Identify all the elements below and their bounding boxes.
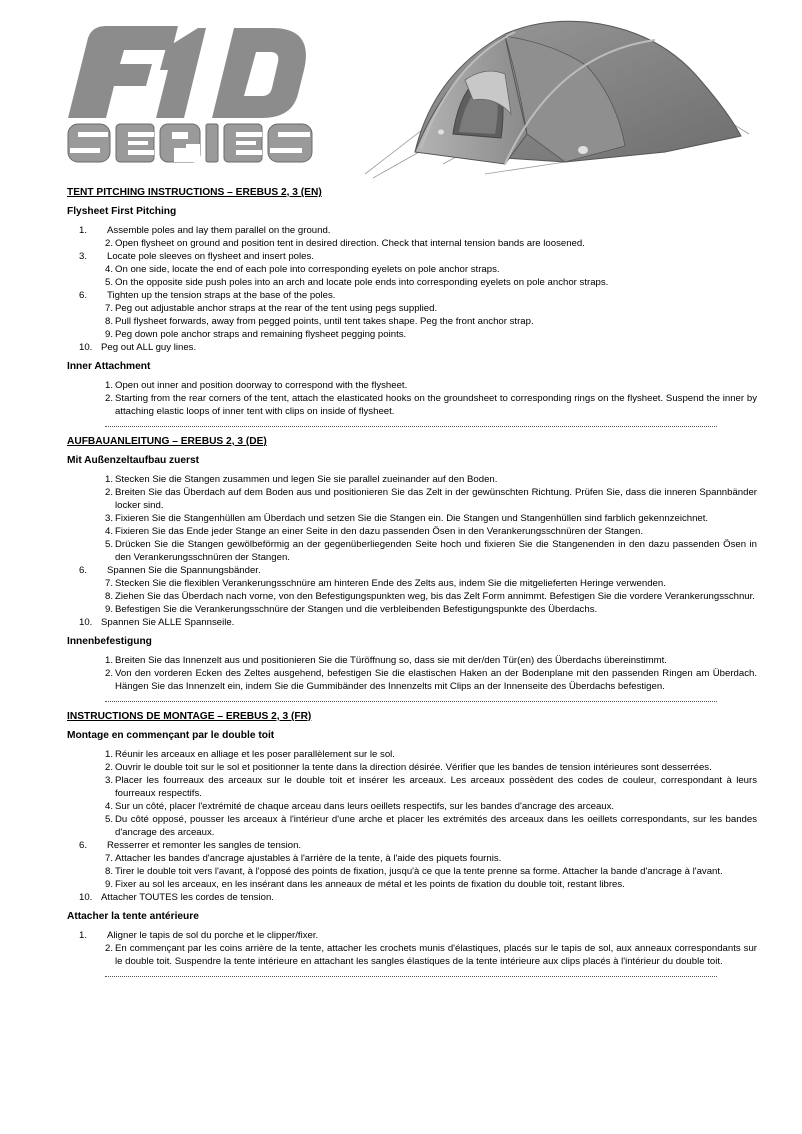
list-item: 5. Du côté opposé, pousser les arceaux à l'intérieur d'une arche et placer les extrémités des arceaux dans les oeillets correspondants, sur les bandes d'ancrage des arceaux. xyxy=(104,814,757,838)
subsection-title: Innenbefestigung xyxy=(67,636,152,647)
list-item: 1. Open out inner and position doorway to correspond with the flysheet. xyxy=(104,380,408,391)
list-item: 4. Fixieren Sie das Ende jeder Stange an einer Seite in den dazu passenden Ösen in den Verankerungsschnüren der Stangen. xyxy=(104,526,644,537)
steps-list xyxy=(67,224,757,354)
list-item: 10. Attacher TOUTES les cordes de tension. xyxy=(79,892,274,903)
list-item: 1. Stecken Sie die Stangen zusammen und legen Sie sie parallel zueinander auf den Boden. xyxy=(104,474,498,485)
tent-illustration xyxy=(355,14,755,186)
section-de xyxy=(67,435,757,710)
list-item: 8. Ziehen Sie das Überdach nach vorne, von den Befestigungspunkten weg, bis das Zelt Form annimmt. Befestigen Sie die vordere Verankerungsschnur. xyxy=(104,591,755,602)
list-item: 3. Fixieren Sie die Stangenhüllen am Überdach und setzen Sie die Stangen ein. Die Stangen und Stangenhüllen sind farblich gekennzeichnet. xyxy=(104,513,709,524)
section-title: TENT PITCHING INSTRUCTIONS – EREBUS 2, 3 (EN) xyxy=(67,187,322,198)
list-item: 8. Pull flysheet forwards, away from pegged points, until tent takes shape. Peg the front anchor strap. xyxy=(104,316,534,327)
list-item: 3. Placer les fourreaux des arceaux sur le double toit et insérer les arceaux. Les arceaux possèdent des codes de couleur, correspondant à leurs fourreaux respectifs. xyxy=(104,775,757,799)
section-fr xyxy=(67,710,757,977)
subsection-title: Montage en commençant par le double toit xyxy=(67,730,275,741)
list-item: 4. Sur un côté, placer l'extrémité de chaque arceau dans leurs oeillets respectifs, sur les bandes d'ancrage des arceaux. xyxy=(104,801,615,812)
list-item: 6. Spannen Sie die Spannungsbänder. xyxy=(79,565,261,576)
list-item: 9. Fixer au sol les arceaux, en les insérant dans les anneaux de métal et les points de fixation du double toit, restant libres. xyxy=(104,879,625,890)
list-item: 7. Attacher les bandes d'ancrage ajustables à l'arrière de la tente, à l'aide des piquets fournis. xyxy=(104,853,502,864)
list-item: 5. Drücken Sie die Stangen gewölbeförmig an der gegenüberliegenden Seite hoch und fixieren Sie die Stangenenden in den dazu passenden Ösen in den Verankerungsschnüren der Stangen. xyxy=(104,539,757,563)
list-item: 8. Tirer le double toit vers l'avant, à l'opposé des points de fixation, jusqu'à ce que la tente prenne sa forme. Attacher la bande d'ancrage à l'avant. xyxy=(104,866,723,877)
instructions-content xyxy=(67,186,757,980)
steps-list xyxy=(67,654,757,693)
list-item: 1. Aligner le tapis de sol du porche et le clipper/fixer. xyxy=(79,930,319,941)
steps-list xyxy=(67,748,757,904)
section-title: AUFBAUANLEITUNG – EREBUS 2, 3 (DE) xyxy=(67,436,267,447)
list-item: 2. Ouvrir le double toit sur le sol et positionner la tente dans la direction désirée. Vérifier que les bandes de tension intérieures sont desserrées. xyxy=(104,762,712,773)
dotted-divider xyxy=(105,693,717,702)
list-item: 9. Befestigen Sie die Verankerungsschnüre der Stangen und die verbleibenden Befestigungspunkte des Überdachs. xyxy=(104,604,598,615)
list-item: 9. Peg down pole anchor straps and remaining flysheet pegging points. xyxy=(104,329,407,340)
steps-list xyxy=(67,379,757,418)
list-item: 2. Starting from the rear corners of the tent, attach the elasticated hooks on the groundsheet to corresponding rings on the flysheet. Suspend the inner by attaching elastic loops of inner tent with clips on inside of flysheet. xyxy=(104,393,757,417)
dotted-divider xyxy=(105,968,717,977)
dotted-divider xyxy=(105,418,717,427)
list-item: 2. Open flysheet on ground and position tent in desired direction. Check that internal tension bands are loosened. xyxy=(104,238,585,249)
list-item: 10. Spannen Sie ALLE Spannseile. xyxy=(79,617,235,628)
list-item: 7. Peg out adjustable anchor straps at the rear of the tent using pegs supplied. xyxy=(104,303,438,314)
header xyxy=(0,0,802,185)
list-item: 2. Von den vorderen Ecken des Zeltes ausgehend, befestigen Sie die elastischen Haken an der Bodenplane mit den passenden Ringen am Überdach. Hängen Sie das Innenzelt ein, indem Sie die Gummibänder des Innenzelts mit Clips an der Innenseite des Überdachs befestigen. xyxy=(104,668,757,692)
subsection-title: Flysheet First Pitching xyxy=(67,206,177,217)
subsection-title: Inner Attachment xyxy=(67,361,151,372)
section-en xyxy=(67,186,757,435)
list-item: 4. On one side, locate the end of each pole into corresponding eyelets on pole anchor straps. xyxy=(104,264,500,275)
list-item: 3. Locate pole sleeves on flysheet and insert poles. xyxy=(79,251,314,262)
list-item: 2. En commençant par les coins arrière de la tente, attacher les crochets munis d'élastiques, placés sur le tapis de sol, aux anneaux correspondants sur le double toit. Suspendre la tente intérieure en attachant les sangles élastiques de la tente intérieure aux clips placés à l'intérieur du double toit. xyxy=(104,943,757,967)
list-item: 1. Assemble poles and lay them parallel on the ground. xyxy=(79,225,331,236)
steps-list xyxy=(67,473,757,629)
list-item: 10. Peg out ALL guy lines. xyxy=(79,342,197,353)
list-item: 2. Breiten Sie das Überdach auf dem Boden aus und positionieren Sie das Zelt in der gewünschten Richtung. Prüfen Sie, dass die inneren Spannbänder locker sind. xyxy=(104,487,757,511)
steps-list xyxy=(67,929,757,968)
list-item: 1. Réunir les arceaux en alliage et les poser parallèlement sur le sol. xyxy=(104,749,395,760)
f10-series-logo xyxy=(66,24,316,166)
list-item: 6. Tighten up the tension straps at the base of the poles. xyxy=(79,290,336,301)
subsection-title: Attacher la tente antérieure xyxy=(67,911,199,922)
list-item: 1. Breiten Sie das Innenzelt aus und positionieren Sie die Türöffnung so, dass sie mit der/den Tür(en) des Überdachs übereinstimmt. xyxy=(104,655,667,666)
section-title: INSTRUCTIONS DE MONTAGE – EREBUS 2, 3 (FR) xyxy=(67,711,312,722)
subsection-title: Mit Außenzeltaufbau zuerst xyxy=(67,455,200,466)
list-item: 7. Stecken Sie die flexiblen Verankerungsschnüre am hinteren Ende des Zelts aus, indem Sie die mitgelieferten Heringe verwenden. xyxy=(104,578,666,589)
list-item: 6. Resserrer et remonter les sangles de tension. xyxy=(79,840,302,851)
list-item: 5. On the opposite side push poles into an arch and locate pole ends into corresponding eyelets on pole anchor straps. xyxy=(104,277,609,288)
